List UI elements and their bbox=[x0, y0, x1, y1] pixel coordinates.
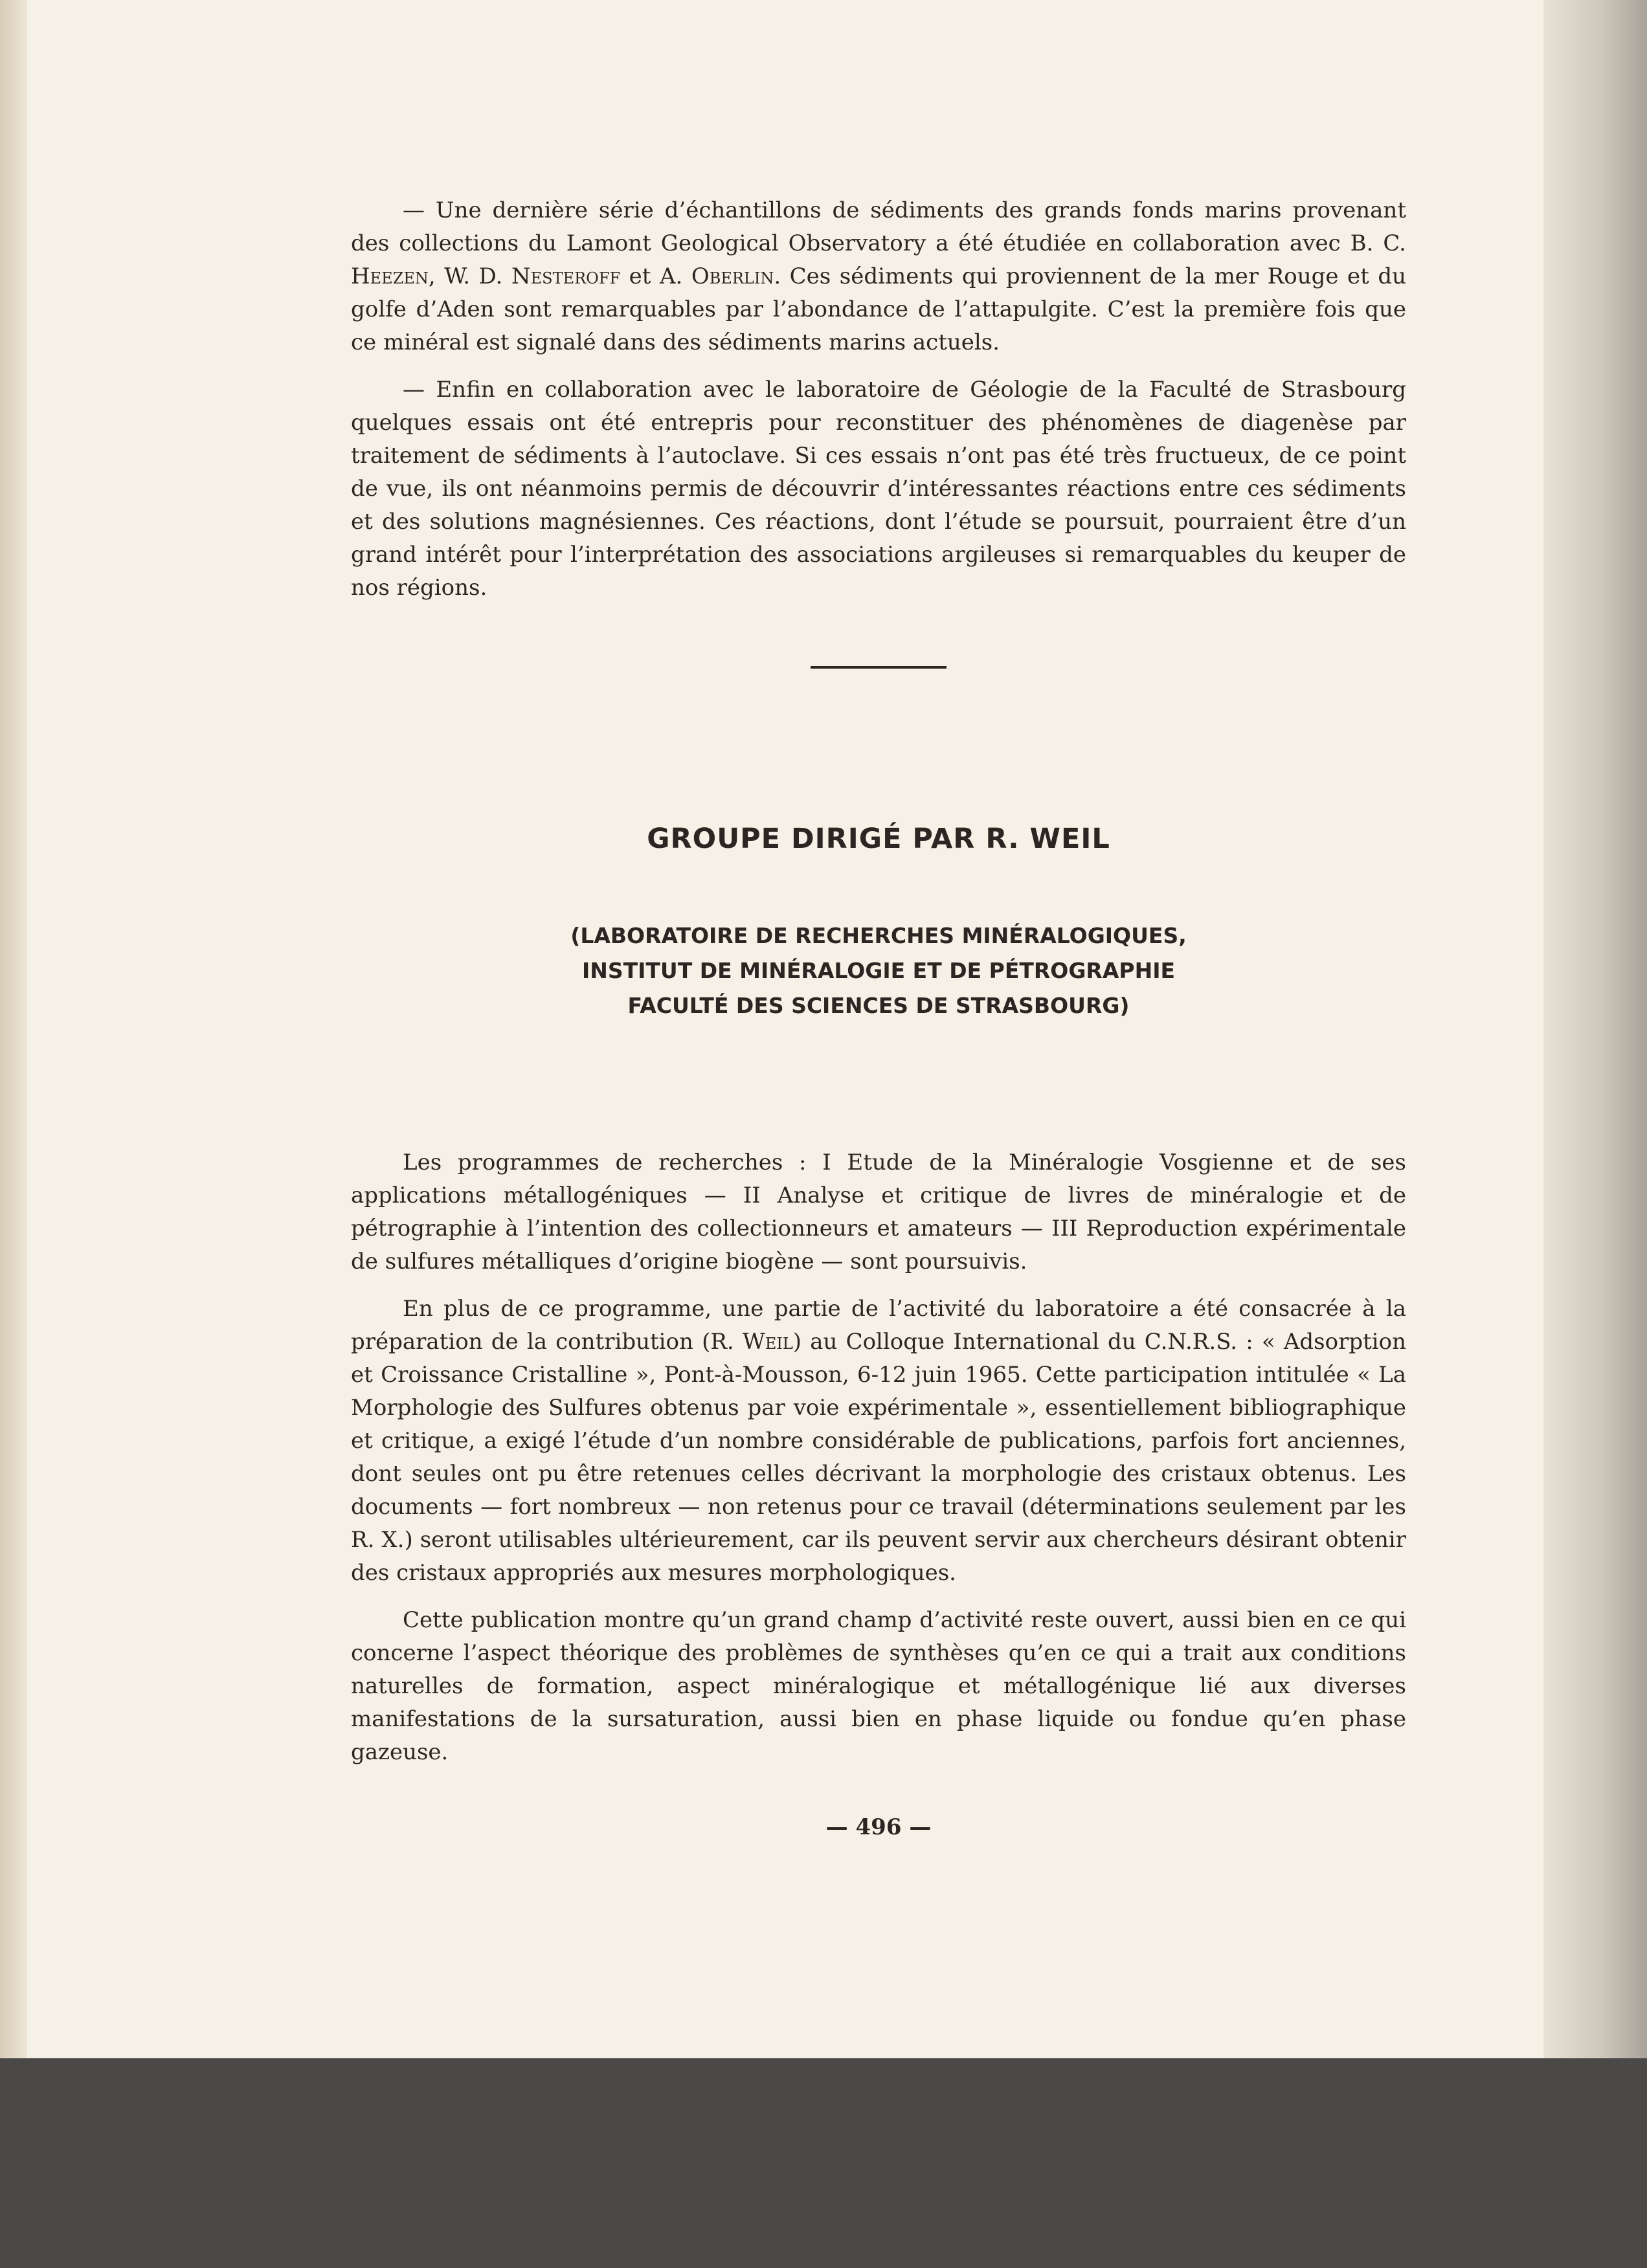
group-body bbox=[351, 1146, 1406, 1769]
author-weil: Weil bbox=[742, 1329, 793, 1355]
group-title: GROUPE DIRIGÉ PAR R. WEIL bbox=[647, 823, 1110, 855]
page-number: — 496 — bbox=[825, 1814, 932, 1840]
page-content bbox=[351, 194, 1406, 1840]
author-nesteroff: Nesteroff bbox=[511, 263, 621, 289]
body-paragraph-2: En plus de ce programme, une partie de l’activité du laboratoire a été consacrée à la préparation de la contribution (R. Weil) au Colloque International du C.N.R.S. : « Adsorption et Croissance Cristalline », Pont-à-Mousson, 6-12 juin 1965. Cette participation intitulée « La Morphologie des Sulfures obtenus par voie expérimentale », essentiellement bibliographique et critique, a exigé l’étude d’un nombre considérable de publications, parfois fort anciennes, dont seules ont pu être retenues celles décrivant la morphologie des cristaux obtenus. Les documents — fort nombreux — non retenus pour ce travail (déterminations seulement par les R. X.) seront utilisables ultérieurement, car ils peuvent servir aux chercheurs désirant obtenir des cristaux appropriés aux mesures morphologiques. bbox=[351, 1296, 1406, 1586]
page-right-edge-shadow bbox=[1543, 0, 1647, 2058]
lab-line-2: INSTITUT DE MINÉRALOGIE ET DE PÉTROGRAPHIE bbox=[581, 958, 1176, 983]
section-divider bbox=[811, 666, 947, 669]
document-page bbox=[27, 0, 1543, 2058]
lab-line-3: FACULTÉ DES SCIENCES DE STRASBOURG) bbox=[627, 993, 1130, 1018]
scanner-bottom-band bbox=[0, 2058, 1647, 2268]
author-oberlin: Oberlin bbox=[691, 263, 774, 289]
intro-paragraph-1: — Une dernière série d’échantillons de sédiments des grands fonds marins provenant des collections du Lamont Geological Observatory a été étudiée en collaboration avec B. C. Heezen, W. D. Nesteroff et A. Oberlin. Ces sédiments qui proviennent de la mer Rouge et du golfe d’Aden sont remarquables par l’abondance de l’attapulgite. C’est la première fois que ce minéral est signalé dans des sédiments marins actuels. bbox=[351, 197, 1406, 355]
body-paragraph-1: Les programmes de recherches : I Etude de la Minéralogie Vosgienne et de ses applications métallogéniques — II Analyse et critique de livres de minéralogie et de pétrographie à l’intention des collectionneurs et amateurs — III Reproduction expérimentale de sulfures métalliques d’origine biogène — sont poursuivis. bbox=[351, 1150, 1406, 1274]
intro-paragraph-2: — Enfin en collaboration avec le laboratoire de Géologie de la Faculté de Strasbourg quelques essais ont été entrepris pour reconstituer des phénomènes de diagenèse par traitement de sédiments à l’autoclave. Si ces essais n’ont pas été très fructueux, de ce point de vue, ils ont néanmoins permis de découvrir d’intéressantes réactions entre ces sédiments et des solutions magnésiennes. Ces réactions, dont l’étude se poursuit, pourraient être d’un grand intérêt pour l’interprétation des associations argileuses si remarquables du keuper de nos régions. bbox=[351, 377, 1406, 601]
body-paragraph-3: Cette publication montre qu’un grand champ d’activité reste ouvert, aussi bien en ce qui concerne l’aspect théorique des problèmes de synthèses qu’en ce qui a trait aux conditions naturelles de formation, aspect minéralogique et métallogénique lié aux diverses manifestations de la sursaturation, aussi bien en phase liquide ou fondue qu’en phase gazeuse. bbox=[351, 1607, 1406, 1765]
lab-line-1: (LABORATOIRE DE RECHERCHES MINÉRALOGIQUES, bbox=[570, 923, 1187, 948]
author-heezen: Heezen bbox=[351, 263, 429, 289]
page-left-edge bbox=[0, 0, 27, 2058]
lab-affiliation bbox=[351, 918, 1406, 1023]
